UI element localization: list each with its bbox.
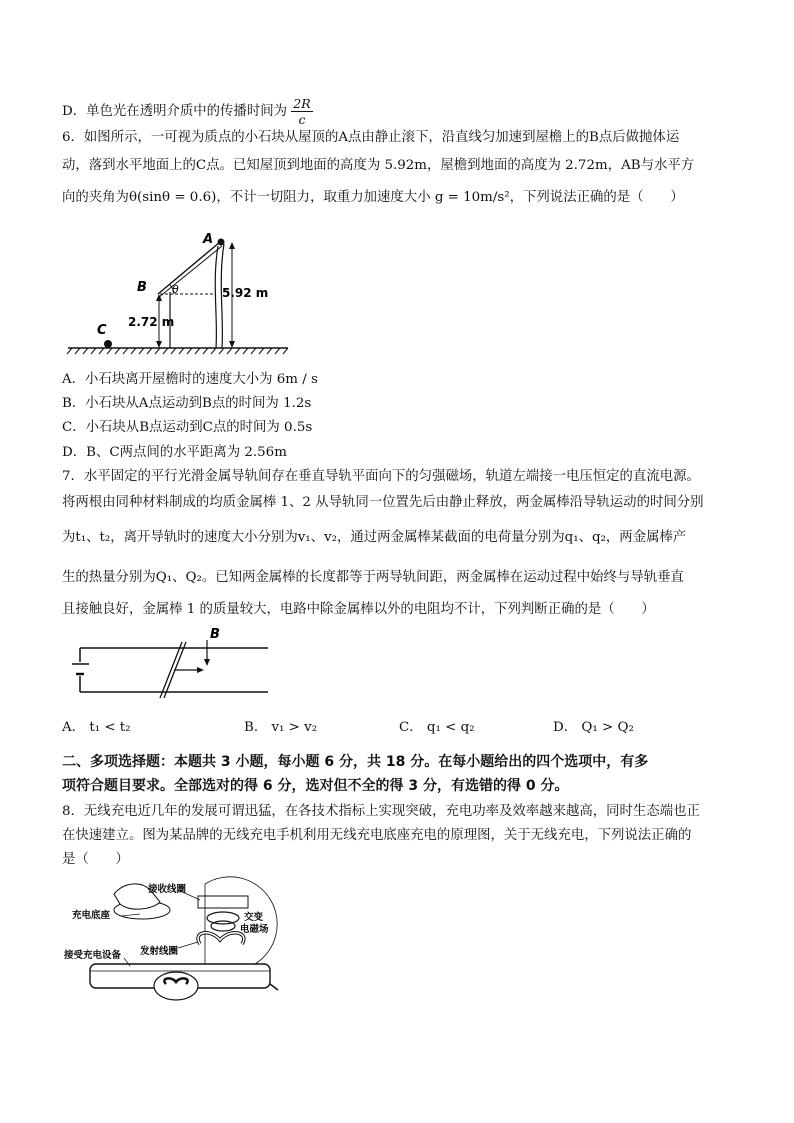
q7-option-a: A． t₁ < t₂ <box>62 720 131 735</box>
q6-right-wall <box>215 246 218 348</box>
q7-option-d: D． Q₁ > Q₂ <box>553 720 634 735</box>
q7-stem-line-2: 将两根由同种材料制成的均质金属棒 1、2 从导轨同一位置先后由静止释放，两金属棒沿导轨运动的时间分别 <box>62 495 704 510</box>
q6-arrowhead-592-bottom <box>229 341 235 348</box>
q6-label-a: A <box>203 232 214 247</box>
q8-inset-phone <box>198 896 248 908</box>
section2-heading-line-2: 项符合题目要求。全部选对的得 6 分，选对但不全的得 3 分，有选错的得 0 分。 <box>62 778 569 794</box>
q6-arrowhead-272-bottom <box>156 341 162 348</box>
q8-label-ac-field-2: 电磁场 <box>240 924 269 935</box>
q8-label-base: 充电底座 <box>72 910 111 921</box>
q6-option-a: A．小石块离开屋檐时的速度大小为 6m / s <box>62 372 318 387</box>
q6-label-theta: θ <box>172 283 179 296</box>
q6-label-b: B <box>137 280 147 295</box>
q6-roof-ab <box>158 242 220 294</box>
q8-stem-line-3: 是（ ） <box>62 852 129 867</box>
q8-field-ring-1 <box>207 912 239 924</box>
q6-option-d: D．B、C两点间的水平距离为 2.56m <box>62 445 287 460</box>
q6-arrowhead-592-top <box>229 242 235 249</box>
q6-stem-line-1: 6．如图所示，一可视为质点的小石块从屋顶的A点由静止滚下，沿直线匀加速到屋檐上的B点后做抛体运 <box>62 130 680 145</box>
q6-option-c: C．小石块从B点运动到C点的时间为 0.5s <box>62 420 313 435</box>
q6-point-a <box>218 239 225 246</box>
q7-stem-line-3: 为t₁、t₂，离开导轨时的速度大小分别为v₁、v₂，通过两金属棒某截面的电荷量分别为q₁、q₂，两金属棒产 <box>62 530 687 545</box>
q6-roof-figure <box>60 222 300 357</box>
q7-stem-line-1: 7．水平固定的平行光滑金属导轨间存在垂直导轨平面向下的匀强磁场，轨道左端接一电压恒定的直流电源。 <box>62 469 700 484</box>
q5-option-d-text: D．单色光在透明介质中的传播时间为 <box>62 104 287 119</box>
q5-fraction-numerator: 2R <box>293 96 311 111</box>
q7-option-c: C． q₁ < q₂ <box>399 720 475 735</box>
q8-leader-transmit <box>178 942 198 948</box>
q5-fraction <box>291 96 312 127</box>
q7-velocity-arrowhead <box>197 667 204 673</box>
q7-field-arrowhead <box>204 659 210 666</box>
q8-label-ac-field-1: 交变 <box>244 912 264 923</box>
q8-base-inset-circle <box>154 972 198 1000</box>
q8-label-receive-coil: 接收线圈 <box>148 884 187 895</box>
q8-field-ring-2 <box>211 921 235 931</box>
q6-stem-line-2: 动，落到水平地面上的C点。已知屋顶到地面的高度为 5.92m，屋檐到地面的高度为 2.72m，AB与水平方 <box>62 158 695 173</box>
q6-label-c: C <box>97 323 107 338</box>
q6-label-272: 2.72 m <box>128 315 175 329</box>
q8-stem-line-1: 8．无线充电近几年的发展可谓迅猛，在各技术指标上实现突破，充电功率及效率越来越高，同时生态端也正 <box>62 804 700 819</box>
q6-option-b: B．小石块从A点运动到B点的时间为 1.2s <box>62 396 312 411</box>
q7-option-b: B． v₁ > v₂ <box>244 720 318 735</box>
q8-cable <box>270 984 278 990</box>
q5-option-d <box>62 96 313 127</box>
q7-stem-line-5: 且接触良好，金属棒 1 的质量较大，电路中除金属棒以外的电阻均不计，下列判断正确的是（ ） <box>62 602 655 617</box>
q6-roof-ab-lower <box>158 246 222 298</box>
section2-heading-line-1: 二、多项选择题：本题共 3 小题，每小题 6 分，共 18 分。在每小题给出的四个选项中，有多 <box>62 754 649 770</box>
q7-rail-figure <box>72 622 272 700</box>
q5-fraction-denominator: c <box>298 112 306 127</box>
q6-label-592: 5.92 m <box>222 286 269 300</box>
q8-wireless-charging-figure <box>60 874 280 1010</box>
q6-point-c <box>104 340 112 348</box>
q8-inset-outline <box>205 877 277 964</box>
q7-label-b: B <box>210 627 220 642</box>
q8-label-transmit-coil: 发射线圈 <box>140 946 179 957</box>
q8-label-device: 接受充电设备 <box>64 950 122 961</box>
q7-stem-line-4: 生的热量分别为Q₁、Q₂。已知两金属棒的长度都等于两导轨间距，两金属棒在运动过程中始终与导轨垂直 <box>62 570 684 585</box>
q8-stem-line-2: 在快速建立。图为某品牌的无线充电手机利用无线充电底座充电的原理图，关于无线充电，下列说法正确的 <box>62 828 692 843</box>
q6-ground-hatch <box>67 348 288 354</box>
q6-stem-line-3: 向的夹角为θ(sinθ = 0.6)，不计一切阻力，取重力加速度大小 g = 10m/s²，下列说法正确的是（ ） <box>62 190 684 205</box>
